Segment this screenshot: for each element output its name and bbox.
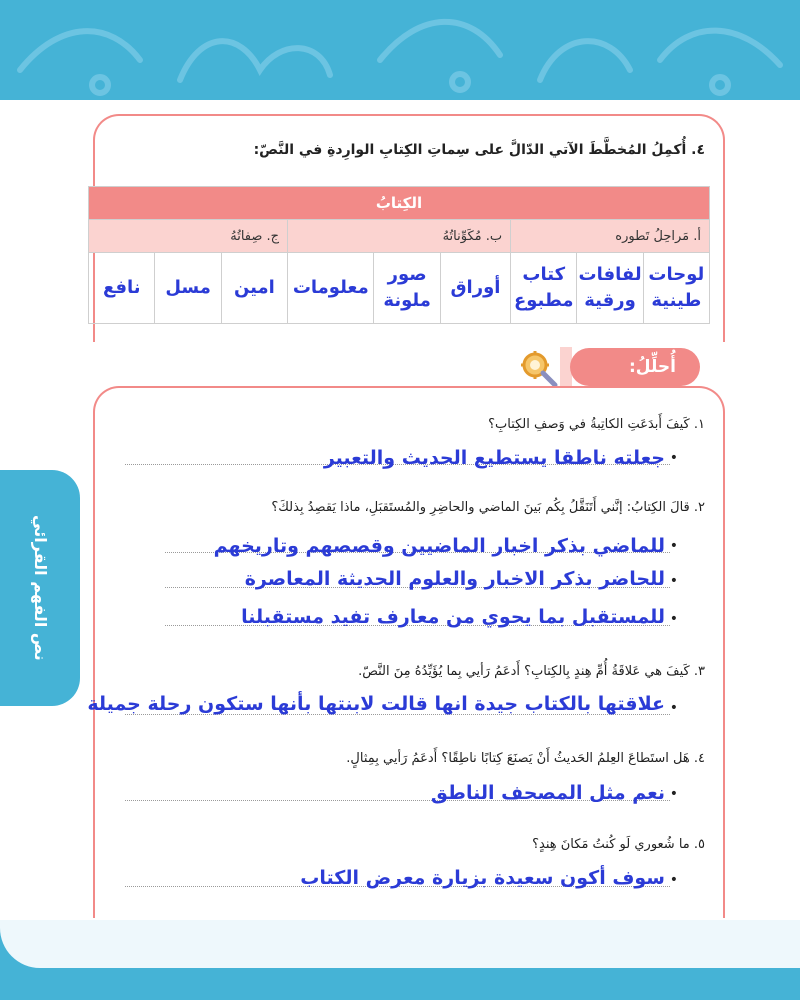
question-5: ٥. ما شُعوري لَو كُنتُ مَكانَ هِندٍ؟: [532, 837, 705, 852]
answer-2a: للماضي بذكر اخبار الماضيين وقصصهم وتاريخهم: [213, 535, 665, 557]
calligraphy-pattern-icon: [0, 0, 800, 100]
answer-cell: كتاب مطبوع: [511, 253, 577, 324]
answer-cell: معلومات: [288, 253, 374, 324]
analyze-section-heading: [570, 348, 700, 386]
section-qualities-label: ج. صِفاتُهُ: [89, 220, 288, 253]
question-1: ١. كَيفَ أَبدَعَتِ الكاتِبةُ في وَصفِ الكِتابِ؟: [488, 417, 705, 432]
section-components-label: ب. مُكَوِّناتُهُ: [288, 220, 511, 253]
answer-cell: مسل: [155, 253, 221, 324]
analyze-label: أُحلِّلُ:: [629, 357, 676, 377]
magnifier-gear-icon: [520, 350, 558, 388]
side-tab-label: نص الفهم القرائي: [31, 515, 50, 661]
bullet: •: [669, 538, 678, 554]
top-decorative-banner: [0, 0, 800, 100]
bullet: •: [669, 573, 678, 589]
bullet: •: [669, 611, 678, 627]
answer-cell: لفافات ورقية: [577, 253, 643, 324]
bullet: •: [669, 450, 678, 466]
answer-2b: للحاضر بذكر الاخبار والعلوم الحديثة المعاصرة: [244, 568, 665, 590]
answer-cell: أوراق: [440, 253, 510, 324]
question-3: ٣. كَيفَ هي عَلاقَةُ أُمِّ هِندٍ بِالكِتابِ؟ أَدعَمُ رَأيي بِما يُؤَيِّدُهُ مِنَ النَّصّ.: [358, 664, 705, 679]
answer-cell: لوحات طينية: [643, 253, 709, 324]
book-traits-diagram: [88, 186, 710, 324]
bullet: •: [669, 872, 678, 888]
bottom-band-inner: [0, 920, 800, 968]
bullet: •: [669, 786, 678, 802]
diagram-header: الكِتابُ: [89, 187, 710, 220]
bullet: •: [669, 700, 678, 716]
section-stages-label: أ. مَراحِلُ تَطوره: [511, 220, 710, 253]
question4-title: ٤. أُكمِلُ المُخطَّطَ الآتي الدّالَّ على سِماتِ الكِتابِ الوارِدةِ في النَّصّ:: [253, 142, 705, 158]
answer-1: جعلته ناطقا يستطيع الحديث والتعبير: [323, 447, 665, 469]
side-section-tab: [0, 470, 80, 706]
question-4: ٤. هَل استَطاعَ العِلمُ الحَديثُ أَنْ يَصنَعَ كِتابًا ناطِقًا؟ أَدعَمُ رَأيي بِمِثالٍ.: [346, 751, 705, 766]
bottom-decorative-band: [0, 920, 800, 1000]
question-2: ٢. قالَ الكِتابُ: إنَّني أَتَنَقَّلُ بِكُم بَينَ الماضي والحاضِرِ والمُستَقبَلِ، ماذا يَقصِدُ بِذلكَ؟: [271, 500, 705, 515]
answer-cell: نافع: [89, 253, 155, 324]
answer-4: نعم مثل المصحف الناطق: [430, 782, 665, 804]
answer-5: سوف أكون سعيدة بزيارة معرض الكتاب: [300, 867, 665, 889]
answer-cell: صور ملونة: [374, 253, 440, 324]
answer-2c: للمستقبل بما يحوي من معارف تفيد مستقبلنا: [241, 606, 665, 628]
answer-3: علاقتها بالكتاب جيدة انها قالت لابنتها بأنها ستكون رحلة جميلة: [87, 693, 665, 715]
answer-cell: امين: [221, 253, 287, 324]
